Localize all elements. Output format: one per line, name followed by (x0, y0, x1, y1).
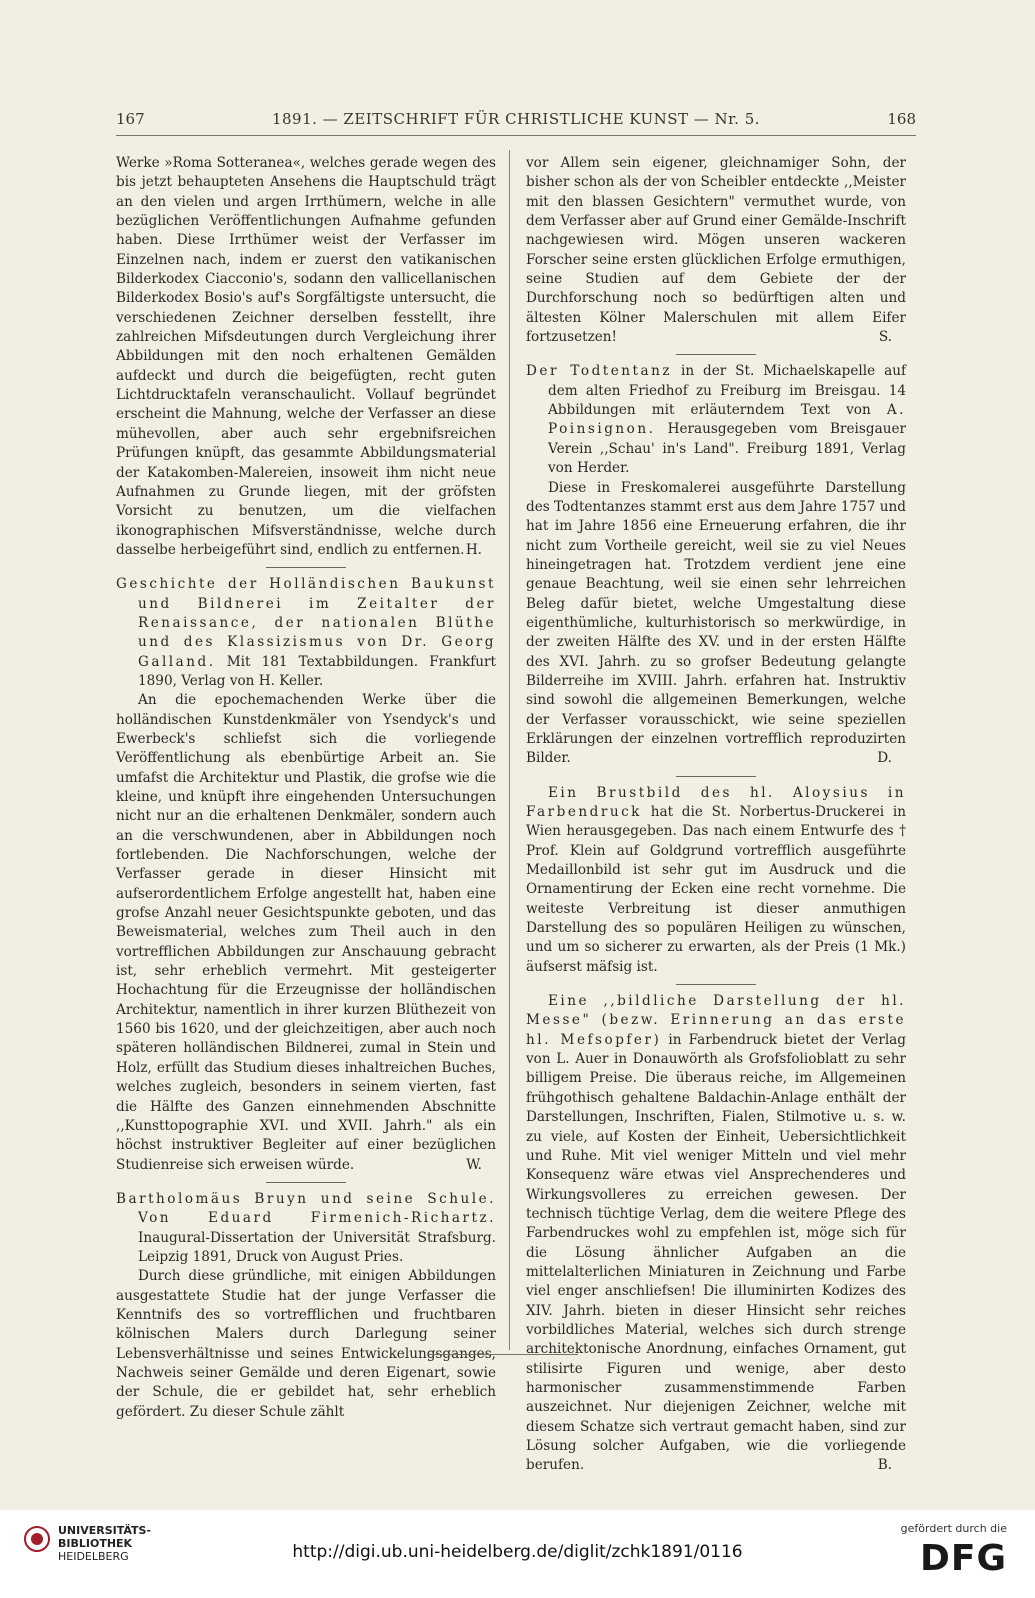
review-paragraph (526, 479, 906, 769)
book-details: Mit 181 Textabbildungen. Frankfurt 1890, Verlag von H. Keller. (138, 653, 496, 689)
review-text: Diese in Freskomalerei ausgeführte Darstellung des Todtentanzes stammt erst aus dem Jahre 1757 und hat im Jahre 1856 eine Erneuerung erfahren, die ihr nicht zum Vortheile gereicht, weil sie zu viel Neues hineingetragen hat. Trotzdem verdient jene eine genaue Beachtung, weil sie einen sehr lehrreichen Beleg dafür bietet, welche Umgestaltung diese eigenthümliche, kulturhistorisch so merkwürdige, in der zweiten Hälfte des XV. und in der ersten Hälfte des XVI. Jahrh. zu so grofser Bedeutung gelangte Bilderreihe im XVIII. Jahrh. erfahren hat. Instruktiv sind sowohl die allgemeinen Bemerkungen, welche der Verfasser vorausschickt, wie seine speziellen Erklärungen der einzelnen vortrefflich reproduzirten Bilder. (526, 479, 906, 767)
reviewer-sign: H. (465, 541, 482, 558)
page-number-right: 168 (887, 110, 916, 128)
review-paragraph (116, 691, 496, 1175)
running-header (116, 110, 916, 134)
separator (676, 984, 756, 985)
review-paragraph (116, 154, 496, 560)
page-end-rule (428, 1354, 578, 1355)
reviewer-sign: B. (877, 1457, 892, 1474)
notice-paragraph (526, 784, 906, 977)
book-details: Inaugural-Dissertation der Universität Strafsburg. Leipzig 1891, Druck von August Pries. (138, 1229, 496, 1265)
library-name-line: BIBLIOTHEK (58, 1537, 133, 1550)
digitization-footer (0, 1510, 1035, 1598)
journal-title: 1891. — ZEITSCHRIFT FÜR CHRISTLICHE KUNST — Nr. 5. (271, 110, 761, 128)
book-title: Bartholomäus Bruyn und seine Schule. Von Eduard Firmenich-Richartz. (116, 1190, 496, 1227)
review-text: Durch diese gründliche, mit einigen Abbildungen ausgestattete Studie hat der junge Verfasser die Kenntnifs des so vortrefflichen und fruchtbaren kölnischen Malers durch Darlegung seiner Lebensverhältnisse und seines Entwickelungsganges, Nachweis seiner Gemälde und deren Eigenart, sowie der Schule, die er gebildet hat, sehr erheblich gefördert. Zu dieser Schule zählt (116, 1268, 496, 1420)
book-title: Geschichte der Holländischen Baukunst und Bildnerei im Zeitalter der Renaissance, der nationalen Blüthe und des Klassizismus von Dr. Georg Galland. (116, 576, 496, 670)
notice-text: in Farbendruck bietet der Verlag von L. Auer in Donauwörth als Grofsfolioblatt zu sehr billigem Preise. Die überaus reiche, im Allgemeinen frühgothisch gehaltene Baldachin-Anlage enthält der Darstellungen, Inschriften, Fialen, Stilmotive u. s. w. zu viele, auf Kosten der Einheit, Uebersichtlichkeit und Ruhe. Mit viel weniger Mitteln und viel mehr Konsequenz wäre etwas viel Ansprechenderes und Wirkungsvolleres zu erreichen gewesen. Der technisch tüchtige Verlag, dem die weitere Pflege des Farbendruckes wohl zu empfehlen ist, möge sich für die Lösung ähnlicher Aufgaben an die mittelalterlichen Miniaturen in Zeichnung und Farbe viel enger anschliefsen! Die illuminirten Kodizes des XIV. Jahrh. bieten in dieser Hinsicht sehr reiches vorbildliches Material, welches sich durch strenge architektonische Anordnung, einfaches Ornament, gut stilisirte Figuren und wenige, aber desto harmonischer zusammenstimmende Farben auszeichnet. Nur diejenigen Zeichner, welche mit diesem Schatze sich vertraut gemacht haben, sind zur Lösung solcher Aufgaben, wie die vorliegende berufen. (526, 1031, 906, 1474)
separator (676, 354, 756, 355)
review-text: vor Allem sein eigener, gleichnamiger Sohn, der bisher schon als der von Scheibler entdeckte ,,Meister mit den blassen Gesichtern" vermuthet wurde, von dem Verfasser aber auf Grund einer Gemälde-Inschrift nachgewiesen wird. Mögen unseren wackeren Forscher seine ersten glücklichen Erfolge ermuthigen, seine Studien auf dem Gebiete der der Durchforschung noch so bedürftigen alten und ältesten Kölner Malerschulen mit allem Eifer fortzusetzen! (526, 155, 906, 346)
library-name-line: UNIVERSITÄTS- (58, 1524, 152, 1537)
page-number-left: 167 (116, 110, 145, 128)
review-text: Werke »Roma Sotteranea«, welches gerade wegen des bis jetzt behaupteten Ansehens die Hauptschuld trägt an den vielen und argen Irrthümern, welche in alle bezüglichen Veröffentlichungen Aufnahme gefunden haben. Diese Irrthümer weist der Verfasser im Einzelnen nach, indem er zuerst den vatikanischen Bilderkodex Ciacconio's, sodann den vallicellanischen Bilderkodex Bosio's auf's Sorgfältigste untersucht, die verschiedenen Zeichner derselben fesstellt, ihre zahlreichen Mifsdeutungen durch Vergleichung ihrer Abbildungen mit den noch erhaltenen Gemälden aufdeckt und durch die beigefügten, recht guten Lichtdrucktafeln veranschaulicht. Vollauf begründet erscheint die Mahnung, welche der Verfasser an diese mühevollen, aber auch sehr ergebnifsreichen Prüfungen knüpft, das gesammte Abbildungsmaterial der Katakomben-Malereien, insoweit ihm nicht neue Aufnahmen zu Grunde liegen, mit der gröfsten Vorsicht zu benutzen, um die vielfachen ikonographischen Mifsverständnisse, welche durch dasselbe herbeigeführt sind, endlich zu entfernen. (116, 155, 496, 558)
header-rule (116, 135, 916, 136)
review-text: An die epochemachenden Werke über die holländischen Kunstdenkmäler von Ysendyck's und Ewerbeck's schliefst sich die vorliegende Veröffentlichung als ebenbürtige Arbeit an. Sie umfafst die Architektur und Plastik, die grofse wie die kleine, und knüpft ihre eingehenden Untersuchungen nicht nur an die erhaltenen Denkmäler, sondern auch an die verschwundenen, aber in Abbildungen noch fortlebenden. Die Nachforschungen, welche der Verfasser gerade in dieser Hinsicht mit aufserordentlichem Erfolge angestellt hat, haben eine grofse Anzahl neuer Gesichtspunkte geboten, und das Beweismaterial, welches zum Theil auch in den vortrefflichen Abbildungen zur Anschauung gebracht ist, sehr erheblich vermehrt. Mit gesteigerter Hochachtung für die Erzeugnisse der holländischen Architektur, namentlich in ihrer kurzen Blüthezeit von 1560 bis 1620, und der gleichzeitigen, aber auch noch späteren holländischen Bildnerei, zumal in Stein und Holz, erfüllt das Studium dieses inhaltreichen Buches, welches zugleich, besonders in seinem vierten, fast die Hälfte des Ganzen einnehmenden Abschnitte ,,Kunsttopographie XVI. und XVII. Jahrh." als ein höchst instruktiver Begleiter auf einer bezüglichen Studienreise sich erweisen würde. (116, 692, 496, 1173)
separator (266, 567, 346, 568)
notice-title: Ein Brustbild des hl. Aloysius in Farbendruck (526, 784, 906, 820)
funding-label: gefördert durch die (900, 1522, 1007, 1535)
review-title (116, 575, 496, 691)
column-divider (509, 150, 510, 1350)
notice-paragraph (526, 992, 906, 1476)
reviewer-sign: S. (878, 329, 892, 346)
book-publisher: Herausgegeben vom Breisgauer Verein ,,Schau' in's Land". Freiburg 1891, Verlag von Herder. (548, 421, 906, 477)
book-title: Der Todtentanz (526, 363, 673, 380)
separator (676, 776, 756, 777)
review-title (526, 362, 906, 478)
notice-text: hat die St. Norbertus-Druckerei in Wien herausgegeben. Das nach einem Entwurfe des † Prof. Klein auf Goldgrund vortrefflich ausgeführte Medaillonbild ist sehr gut im Ausdruck und die Ornamentirung der Ecken eine recht vornehme. Die weiteste Verbreitung ist dieser anmuthigen Darstellung des so populären Heiligen zu wünschen, und um so sicherer zu erwarten, als der Preis (1 Mk.) äufserst mäfsig ist. (526, 804, 906, 975)
separator (266, 1182, 346, 1183)
book-author: A. Poinsignon. (548, 402, 906, 438)
review-paragraph (526, 154, 906, 347)
source-url-link[interactable]: http://digi.ub.uni-heidelberg.de/diglit/zchk1891/0116 (292, 1542, 743, 1562)
right-column (526, 154, 906, 1476)
dfg-logo: DFG (919, 1538, 1007, 1579)
book-details: in der St. Michaelskapelle auf dem alten Friedhof zu Freiburg im Breisgau. 14 Abbildungen mit erläuterndem Text von (548, 363, 906, 419)
review-paragraph (116, 1267, 496, 1422)
library-name-line: HEIDELBERG (58, 1550, 129, 1563)
left-column (116, 154, 496, 1422)
reviewer-sign: W. (466, 1156, 482, 1173)
reviewer-sign: D. (877, 750, 892, 767)
review-title (116, 1190, 496, 1267)
notice-title: Eine ,,bildliche Darstellung der hl. Messe" (bezw. Erinnerung an das erste hl. Mefsopfer) (526, 993, 906, 1048)
